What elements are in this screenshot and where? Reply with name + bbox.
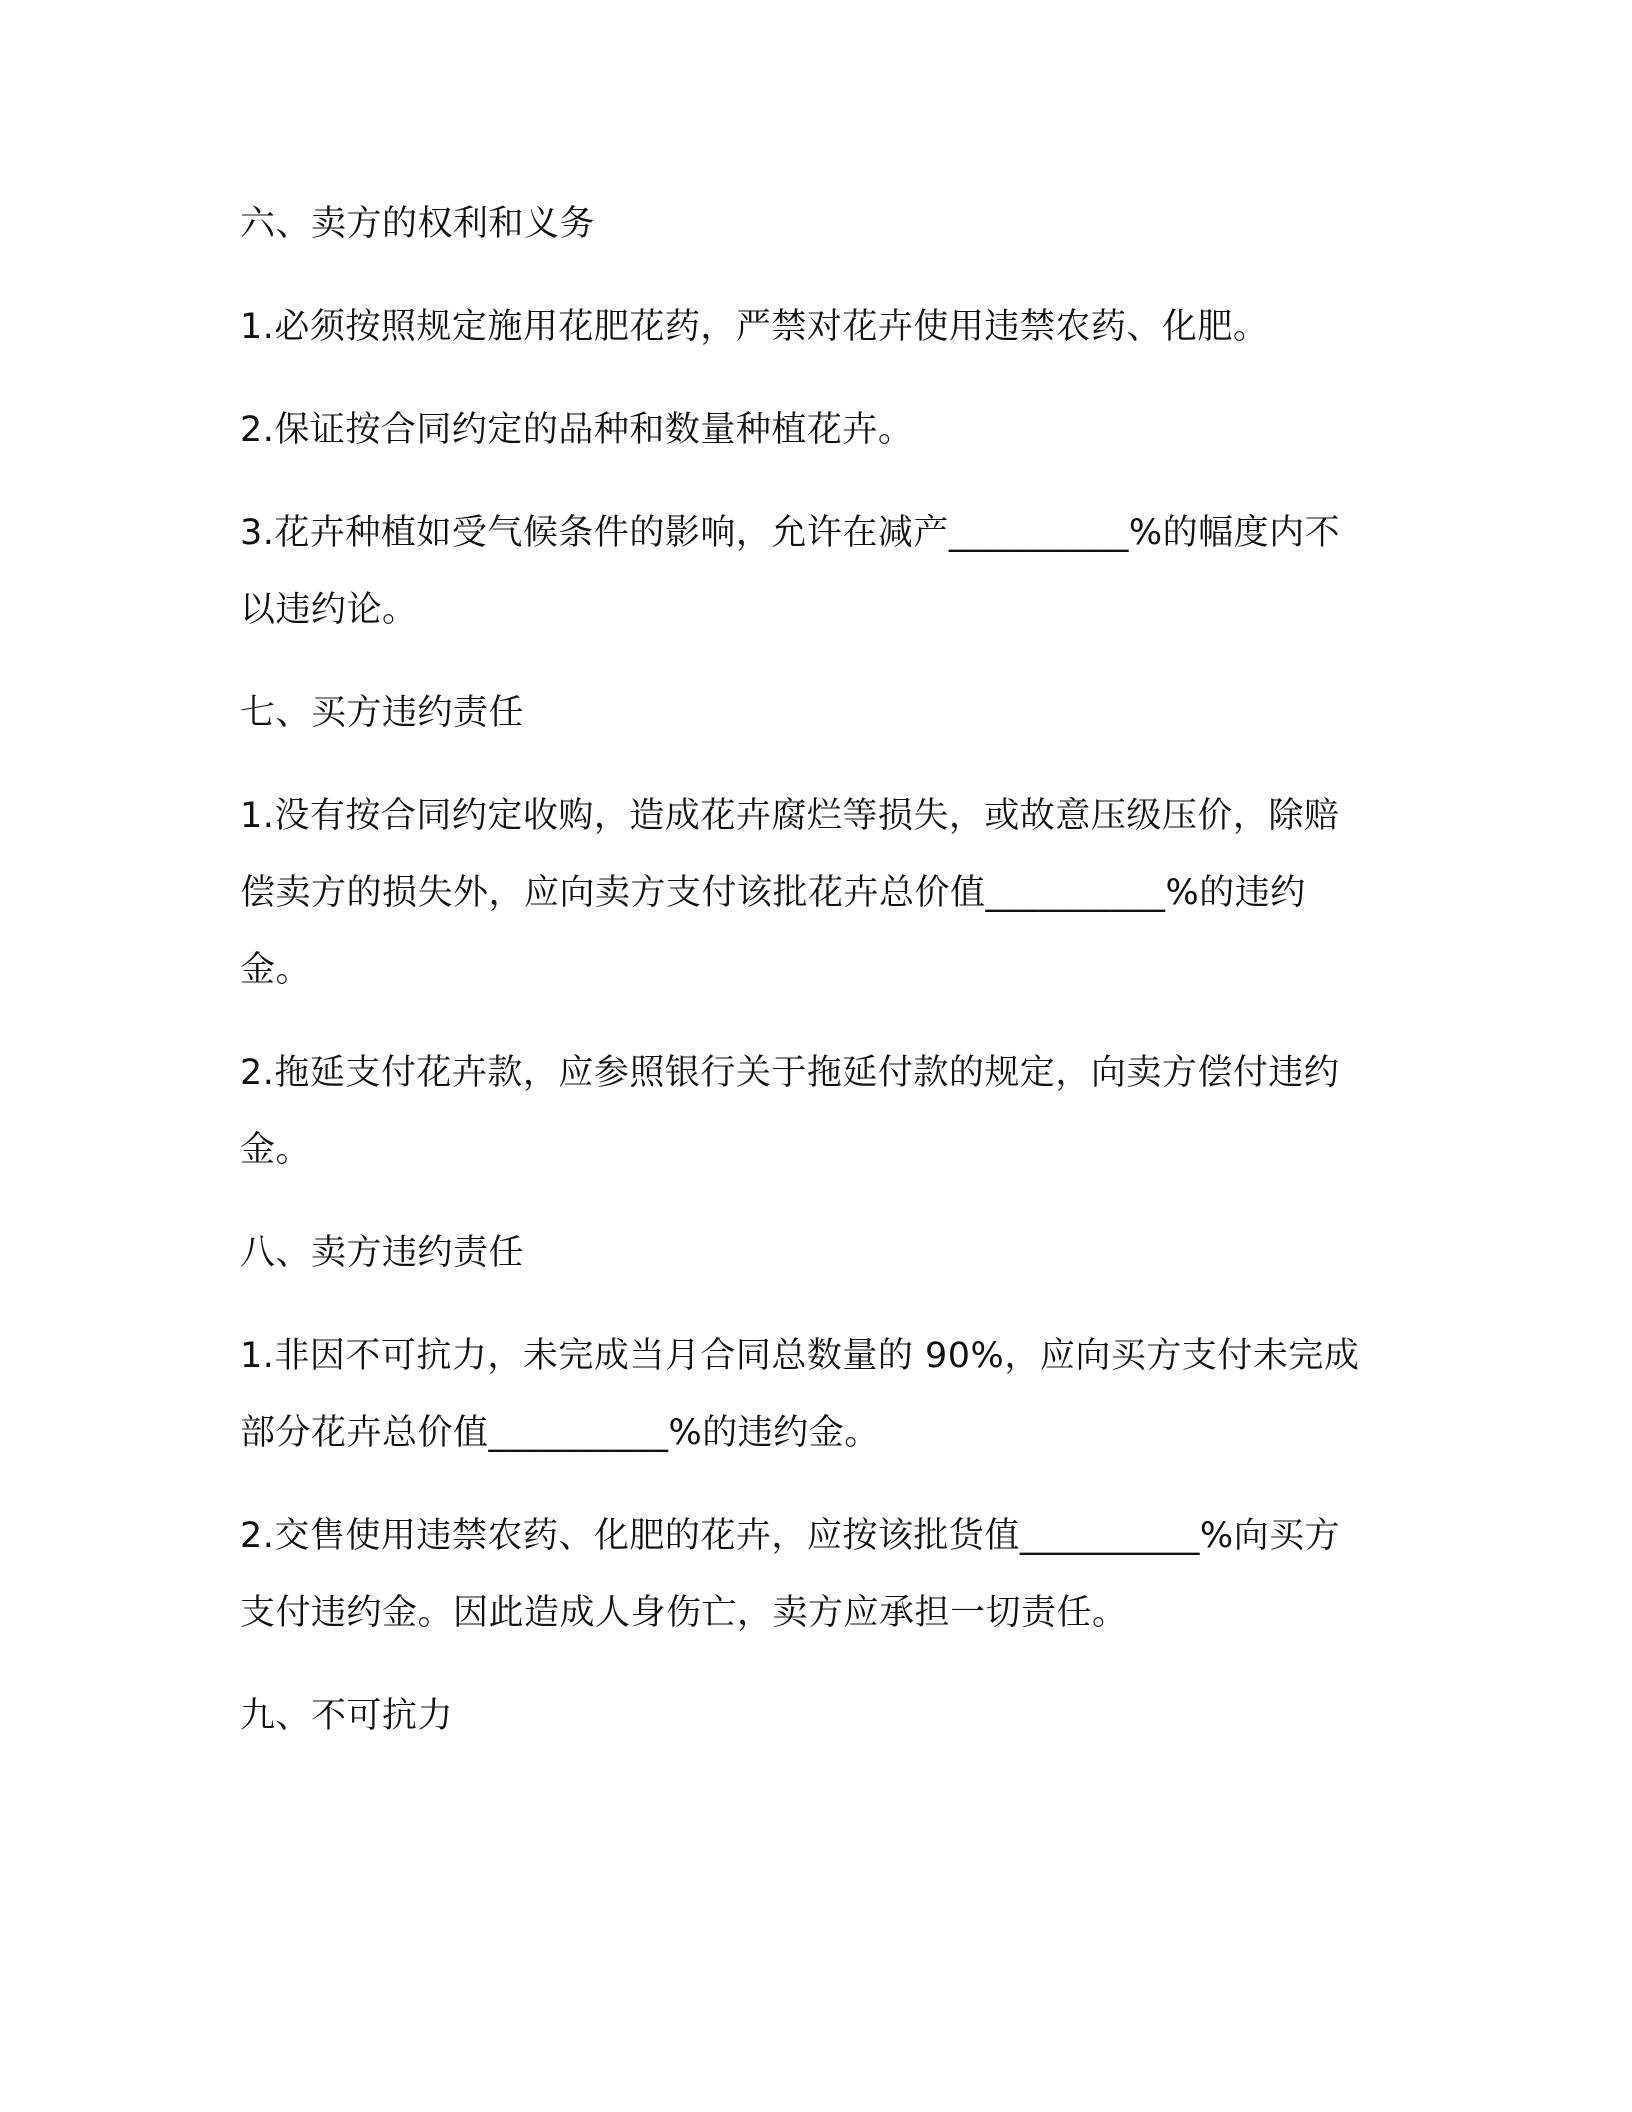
section-heading-8: 八、卖方违约责任 (240, 1233, 525, 1273)
clause-6-2: 2.保证按合同约定的品种和数量种植花卉。 (240, 410, 914, 450)
clause-6-1: 1.必须按照规定施用花肥花药，严禁对花卉使用违禁农药、化肥。 (240, 307, 1269, 347)
clause-7-1: 1.没有按合同约定收购，造成花卉腐烂等损失，或故意压级压价，除赔偿卖方的损失外，应向卖方支付该批花卉总价值__________%的违约金。 (240, 796, 1340, 990)
clause-7-2: 2.拖延支付花卉款，应参照银行关于拖延付款的规定，向卖方偿付违约金。 (240, 1053, 1340, 1170)
clause-8-1: 1.非因不可抗力，未完成当月合同总数量的 90%，应向买方支付未完成部分花卉总价值__________%的违约金。 (240, 1336, 1360, 1453)
clause-6-3: 3.花卉种植如受气候条件的影响，允许在减产__________%的幅度内不以违约论。 (240, 513, 1341, 630)
section-heading-7: 七、买方违约责任 (240, 693, 525, 733)
section-heading-6: 六、卖方的权利和义务 (240, 204, 596, 244)
clause-8-2: 2.交售使用违禁农药、化肥的花卉，应按该批货值__________%向买方支付违约金。因此造成人身伤亡，卖方应承担一切责任。 (240, 1516, 1341, 1633)
document-body (240, 186, 1370, 1781)
section-heading-9: 九、不可抗力 (240, 1696, 454, 1736)
